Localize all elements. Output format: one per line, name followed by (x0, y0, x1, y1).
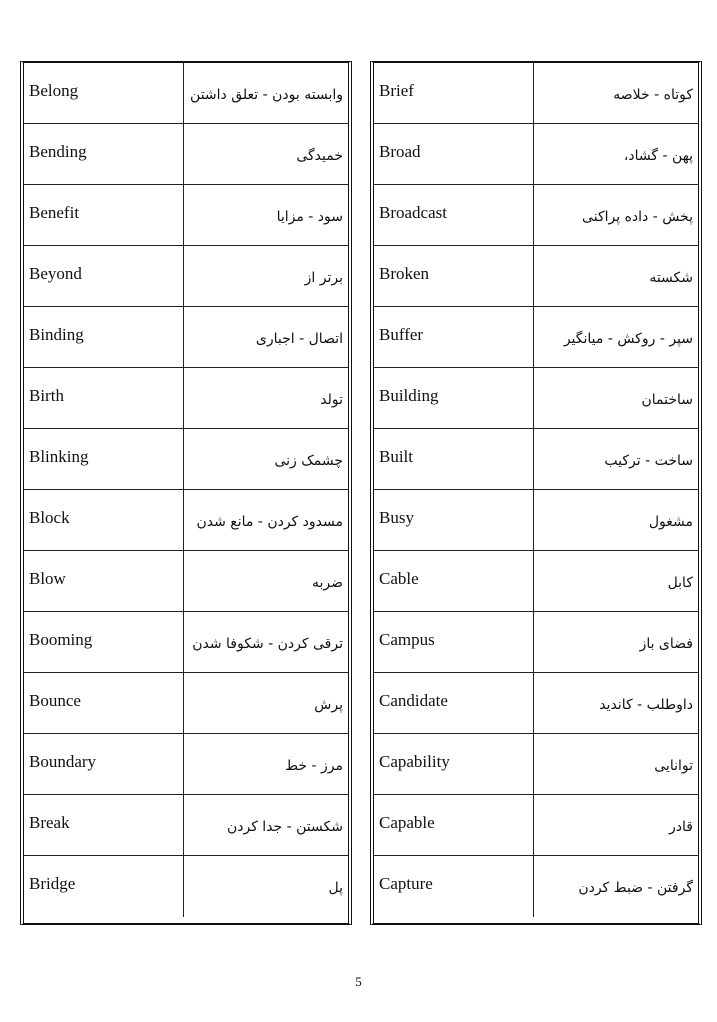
persian-meaning: وابسته بودن - تعلق داشتن (190, 87, 343, 103)
persian-meaning: پرش (314, 697, 343, 713)
persian-meaning: اتصال - اجباری (255, 331, 343, 347)
table-row (24, 673, 348, 734)
table-row (374, 63, 698, 124)
english-word: Belong (24, 63, 184, 123)
english-word: Building (374, 368, 534, 428)
english-word: Beyond (24, 246, 184, 306)
persian-meaning: گرفتن - ضبط کردن (578, 880, 693, 896)
persian-meaning: مسدود کردن - مانع شدن (196, 514, 343, 530)
table-row (374, 246, 698, 307)
page-number: 5 (355, 974, 362, 989)
table-row (374, 185, 698, 246)
persian-meaning: خمیدگی (296, 148, 343, 164)
persian-meaning: برتر از (304, 270, 343, 286)
persian-meaning: سپر - روکش - میانگیر (563, 331, 693, 347)
english-word: Break (24, 795, 184, 855)
table-row (24, 124, 348, 185)
english-word: Broadcast (374, 185, 534, 245)
english-word: Block (24, 490, 184, 550)
table-row (374, 795, 698, 856)
persian-meaning: پخش - داده پراکنی (582, 209, 693, 225)
table-row (24, 612, 348, 673)
table-row (374, 307, 698, 368)
english-word: Capable (374, 795, 534, 855)
persian-meaning: فضای باز (639, 636, 693, 652)
vocabulary-table-left (20, 61, 352, 925)
table-row (24, 429, 348, 490)
english-word: Buffer (374, 307, 534, 367)
table-row (24, 795, 348, 856)
persian-meaning: مشغول (648, 514, 693, 530)
english-word: Capability (374, 734, 534, 794)
persian-meaning: شکسته (649, 270, 693, 286)
table-row (374, 124, 698, 185)
english-word: Booming (24, 612, 184, 672)
english-word: Binding (24, 307, 184, 367)
table-row (24, 734, 348, 795)
english-word: Capture (374, 856, 534, 917)
table-row (374, 673, 698, 734)
english-word: Birth (24, 368, 184, 428)
persian-meaning: پل (328, 880, 343, 896)
english-word: Benefit (24, 185, 184, 245)
english-word: Boundary (24, 734, 184, 794)
english-word: Bending (24, 124, 184, 184)
persian-meaning: ساختمان (641, 392, 693, 408)
persian-meaning: ساخت - ترکیب (604, 453, 693, 469)
persian-meaning: کوتاه - خلاصه (613, 87, 693, 103)
table-row (374, 429, 698, 490)
english-word: Bounce (24, 673, 184, 733)
persian-meaning: شکستن - جدا کردن (226, 819, 343, 835)
english-word: Candidate (374, 673, 534, 733)
persian-meaning: چشمک زنی (274, 453, 343, 469)
table-row (24, 63, 348, 124)
table-row (24, 368, 348, 429)
vocabulary-table-right (370, 61, 702, 925)
persian-meaning: پهن - گشاد، (623, 148, 693, 164)
english-word: Broken (374, 246, 534, 306)
english-word: Blinking (24, 429, 184, 489)
table-row (24, 185, 348, 246)
table-row (374, 856, 698, 917)
persian-meaning: سود - مزایا (276, 209, 343, 225)
english-word: Cable (374, 551, 534, 611)
table-row (374, 490, 698, 551)
table-row (374, 734, 698, 795)
english-word: Busy (374, 490, 534, 550)
table-row (374, 551, 698, 612)
english-word: Built (374, 429, 534, 489)
persian-meaning: ترقی کردن - شکوفا شدن (192, 636, 343, 652)
persian-meaning: تولد (320, 392, 343, 408)
persian-meaning: ضربه (311, 575, 343, 591)
english-word: Brief (374, 63, 534, 123)
persian-meaning: قادر (669, 819, 693, 835)
persian-meaning: داوطلب - کاندید (599, 697, 693, 713)
table-row (24, 307, 348, 368)
table-row (24, 551, 348, 612)
english-word: Blow (24, 551, 184, 611)
table-row (374, 612, 698, 673)
table-row (374, 368, 698, 429)
table-row (24, 246, 348, 307)
persian-meaning: توانایی (654, 758, 693, 774)
english-word: Bridge (24, 856, 184, 917)
table-row (24, 856, 348, 917)
persian-meaning: مرز - خط (285, 758, 343, 774)
persian-meaning: کابل (667, 575, 693, 591)
english-word: Broad (374, 124, 534, 184)
table-row (24, 490, 348, 551)
english-word: Campus (374, 612, 534, 672)
